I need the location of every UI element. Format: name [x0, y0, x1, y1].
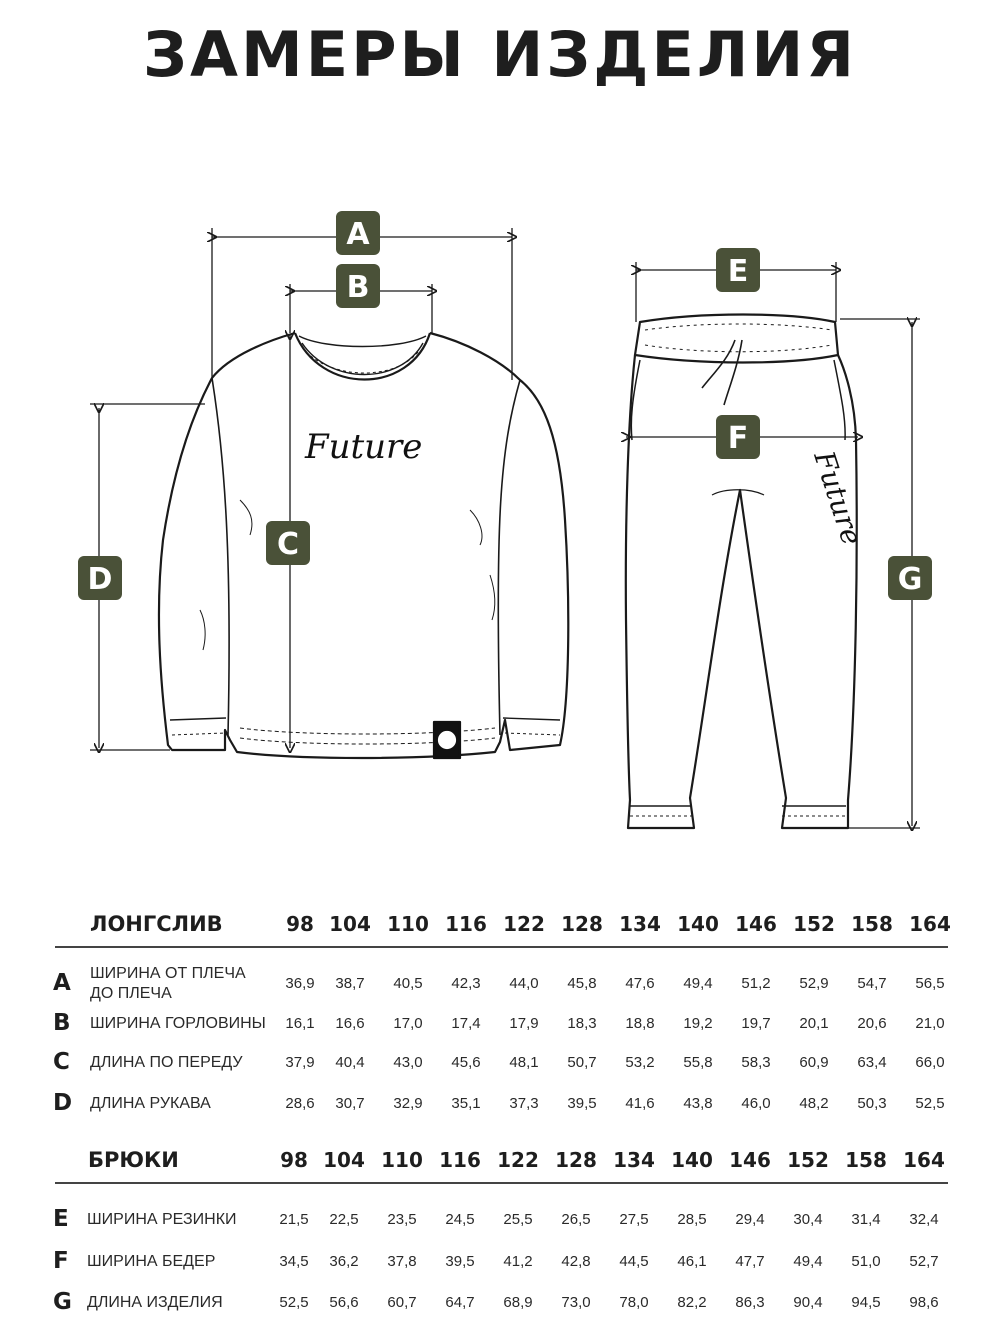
longsleeve-cell: 16,6 [335, 1015, 365, 1032]
longsleeve-size-header: 146 [735, 912, 777, 936]
longsleeve-cell: 40,5 [393, 975, 423, 992]
longsleeve-size-header: 128 [561, 912, 603, 936]
pants-size-header: 134 [613, 1148, 655, 1172]
pants-cell: 52,7 [909, 1253, 939, 1270]
pants-cell: 25,5 [503, 1211, 533, 1228]
longsleeve-cell: 30,7 [335, 1095, 365, 1112]
pants-size-header: 146 [729, 1148, 771, 1172]
pants-title: БРЮКИ [88, 1148, 179, 1172]
longsleeve-size-header: 110 [387, 912, 429, 936]
pants-row-letter: F [53, 1248, 69, 1274]
longsleeve-cell: 37,3 [509, 1095, 539, 1112]
longsleeve-cell: 45,6 [451, 1054, 481, 1071]
pants-size-header: 98 [280, 1148, 308, 1172]
pants-cell: 47,7 [735, 1253, 765, 1270]
longsleeve-cell: 39,5 [567, 1095, 597, 1112]
longsleeve-size-header: 158 [851, 912, 893, 936]
longsleeve-cell: 20,6 [857, 1015, 887, 1032]
pants-cell: 34,5 [279, 1253, 309, 1270]
page-title: ЗАМЕРЫ ИЗДЕЛИЯ [143, 18, 857, 91]
longsleeve-size-header: 134 [619, 912, 661, 936]
pants-cell: 56,6 [329, 1294, 359, 1311]
longsleeve-cell: 36,9 [285, 975, 315, 992]
pants-cell: 90,4 [793, 1294, 823, 1311]
longsleeve-row-label: ДО ПЛЕЧА [90, 985, 172, 1002]
pants-cell: 32,4 [909, 1211, 939, 1228]
pants-size-header: 104 [323, 1148, 365, 1172]
badge-a [336, 211, 380, 255]
pants-header-rule [55, 1182, 948, 1184]
longsleeve-row-letter: B [53, 1010, 71, 1036]
pants-dimensions [626, 262, 920, 828]
pants-row-label: ДЛИНА ИЗДЕЛИЯ [87, 1294, 223, 1311]
pants-cell: 94,5 [851, 1294, 881, 1311]
pants-cell: 68,9 [503, 1294, 533, 1311]
longsleeve-cell: 52,9 [799, 975, 829, 992]
longsleeve-cell: 18,8 [625, 1015, 655, 1032]
longsleeve-size-header: 122 [503, 912, 545, 936]
longsleeve-cell: 17,4 [451, 1015, 481, 1032]
pants-cell: 64,7 [445, 1294, 475, 1311]
longsleeve-cell: 17,0 [393, 1015, 423, 1032]
pants-cell: 44,5 [619, 1253, 649, 1270]
longsleeve-cell: 54,7 [857, 975, 887, 992]
pants-row-letter: G [53, 1289, 72, 1315]
pants-size-header: 140 [671, 1148, 713, 1172]
longsleeve-size-header: 140 [677, 912, 719, 936]
pants-cell: 73,0 [561, 1294, 591, 1311]
longsleeve-cell: 48,2 [799, 1095, 829, 1112]
longsleeve-cell: 55,8 [683, 1054, 713, 1071]
longsleeve-row-label: ШИРИНА ГОРЛОВИНЫ [90, 1015, 266, 1032]
longsleeve-cell: 21,0 [915, 1015, 945, 1032]
longsleeve-row-letter: D [53, 1090, 73, 1116]
pants-size-header: 158 [845, 1148, 887, 1172]
pants-cell: 46,1 [677, 1253, 707, 1270]
pants-drawing [626, 315, 857, 829]
svg-text:E: E [727, 254, 749, 289]
longsleeve-cell: 43,0 [393, 1054, 423, 1071]
pants-size-header: 164 [903, 1148, 945, 1172]
longsleeve-row-label: ШИРИНА ОТ ПЛЕЧА [90, 965, 246, 982]
pants-cell: 82,2 [677, 1294, 707, 1311]
longsleeve-title: ЛОНГСЛИВ [90, 912, 223, 936]
pants-cell: 24,5 [445, 1211, 475, 1228]
longsleeve-row-label: ДЛИНА ПО ПЕРЕДУ [90, 1054, 243, 1071]
svg-text:G: G [897, 562, 923, 597]
longsleeve-cell: 53,2 [625, 1054, 655, 1071]
longsleeve-size-header: 116 [445, 912, 487, 936]
pants-cell: 41,2 [503, 1253, 533, 1270]
longsleeve-drawing [159, 333, 568, 758]
longsleeve-size-header: 152 [793, 912, 835, 936]
longsleeve-logo: Future [305, 427, 423, 467]
longsleeve-row-letter: A [53, 970, 71, 996]
pants-cell: 27,5 [619, 1211, 649, 1228]
svg-text:A: A [346, 217, 370, 252]
pants-size-header: 128 [555, 1148, 597, 1172]
longsleeve-cell: 56,5 [915, 975, 945, 992]
longsleeve-cell: 60,9 [799, 1054, 829, 1071]
longsleeve-cell: 37,9 [285, 1054, 315, 1071]
pants-cell: 30,4 [793, 1211, 823, 1228]
badge-b [336, 264, 380, 308]
longsleeve-dimensions [87, 228, 512, 750]
pants-size-header: 122 [497, 1148, 539, 1172]
badge-c [266, 521, 310, 565]
svg-text:D: D [87, 562, 113, 597]
longsleeve-cell: 48,1 [509, 1054, 539, 1071]
pants-size-header: 152 [787, 1148, 829, 1172]
longsleeve-row-letter: C [53, 1049, 70, 1075]
longsleeve-cell: 58,3 [741, 1054, 771, 1071]
longsleeve-cell: 45,8 [567, 975, 597, 992]
pants-cell: 78,0 [619, 1294, 649, 1311]
pants-cell: 52,5 [279, 1294, 309, 1311]
pants-row-label: ШИРИНА БЕДЕР [87, 1253, 216, 1270]
longsleeve-cell: 49,4 [683, 975, 713, 992]
longsleeve-cell: 40,4 [335, 1054, 365, 1071]
longsleeve-cell: 38,7 [335, 975, 365, 992]
svg-text:B: B [346, 270, 370, 305]
longsleeve-cell: 16,1 [285, 1015, 315, 1032]
longsleeve-size-header: 164 [909, 912, 951, 936]
pants-cell: 22,5 [329, 1211, 359, 1228]
pants-cell: 26,5 [561, 1211, 591, 1228]
longsleeve-size-header: 98 [286, 912, 314, 936]
pants-cell: 42,8 [561, 1253, 591, 1270]
longsleeve-size-header: 104 [329, 912, 371, 936]
longsleeve-cell: 52,5 [915, 1095, 945, 1112]
longsleeve-cell: 50,3 [857, 1095, 887, 1112]
pants-cell: 37,8 [387, 1253, 417, 1270]
longsleeve-cell: 51,2 [741, 975, 771, 992]
longsleeve-cell: 35,1 [451, 1095, 481, 1112]
longsleeve-cell: 50,7 [567, 1054, 597, 1071]
pants-cell: 23,5 [387, 1211, 417, 1228]
pants-cell: 36,2 [329, 1253, 359, 1270]
pants-cell: 39,5 [445, 1253, 475, 1270]
pants-cell: 86,3 [735, 1294, 765, 1311]
longsleeve-cell: 20,1 [799, 1015, 829, 1032]
pants-logo: Future [807, 446, 869, 550]
longsleeve-cell: 63,4 [857, 1054, 887, 1071]
longsleeve-cell: 17,9 [509, 1015, 539, 1032]
pants-cell: 51,0 [851, 1253, 881, 1270]
longsleeve-cell: 46,0 [741, 1095, 771, 1112]
longsleeve-cell: 66,0 [915, 1054, 945, 1071]
badge-e [716, 248, 760, 292]
pants-cell: 29,4 [735, 1211, 765, 1228]
longsleeve-cell: 19,2 [683, 1015, 713, 1032]
pants-cell: 31,4 [851, 1211, 881, 1228]
longsleeve-cell: 42,3 [451, 975, 481, 992]
longsleeve-cell: 32,9 [393, 1095, 423, 1112]
longsleeve-header-rule [55, 946, 948, 948]
svg-text:C: C [276, 527, 300, 562]
badge-f [716, 415, 760, 459]
longsleeve-cell: 18,3 [567, 1015, 597, 1032]
longsleeve-cell: 44,0 [509, 975, 539, 992]
pants-cell: 49,4 [793, 1253, 823, 1270]
badge-d [78, 556, 122, 600]
longsleeve-cell: 28,6 [285, 1095, 315, 1112]
longsleeve-cell: 47,6 [625, 975, 655, 992]
longsleeve-cell: 43,8 [683, 1095, 713, 1112]
longsleeve-cell: 41,6 [625, 1095, 655, 1112]
pants-row-label: ШИРИНА РЕЗИНКИ [87, 1211, 237, 1228]
badge-g [888, 556, 932, 600]
pants-size-header: 110 [381, 1148, 423, 1172]
longsleeve-row-label: ДЛИНА РУКАВА [90, 1095, 211, 1112]
pants-cell: 60,7 [387, 1294, 417, 1311]
pants-cell: 28,5 [677, 1211, 707, 1228]
pants-size-header: 116 [439, 1148, 481, 1172]
pants-cell: 21,5 [279, 1211, 309, 1228]
longsleeve-cell: 19,7 [741, 1015, 771, 1032]
pants-cell: 98,6 [909, 1294, 939, 1311]
svg-text:F: F [727, 421, 749, 456]
pants-row-letter: E [53, 1206, 69, 1232]
